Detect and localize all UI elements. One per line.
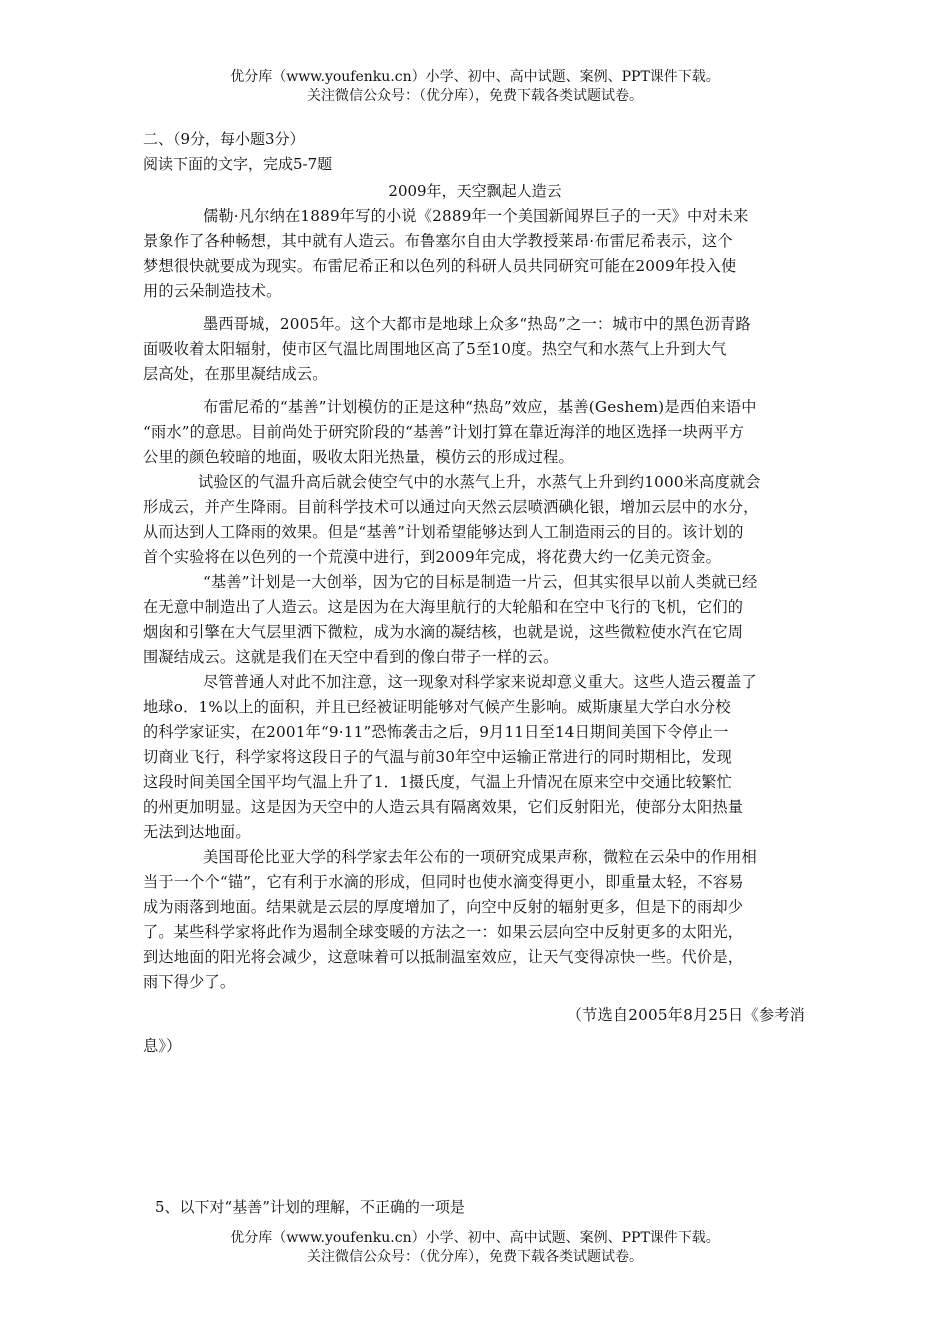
article-line: 雨下得少了。	[143, 973, 236, 991]
article-line: 面吸收着太阳辐射，使市区气温比周围地区高了5至10度。热空气和水蒸气上升到大气	[143, 340, 727, 358]
article-line: “基善”计划是一大创举，因为它的目标是制造一片云，但其实很早以前人类就已经	[203, 573, 758, 591]
article-line: 公里的颜色较暗的地面，吸收太阳光热量，模仿云的形成过程。	[143, 448, 574, 466]
page-header	[0, 68, 950, 106]
article-line: 试验区的气温升高后就会使空气中的水蒸气上升，水蒸气上升到约1000米高度就会	[198, 473, 761, 491]
article-line: 尽管普通人对此不加注意，这一现象对科学家来说却意义重大。这些人造云覆盖了	[203, 673, 757, 691]
article-line: 当于一个个“锚”，它有利于水滴的形成，但同时也使水滴变得更小，即重量太轻，不容易	[143, 873, 744, 891]
article-line: 布雷尼希的“基善”计划模仿的正是这种“热岛”效应，基善(Geshem)是西伯来语中	[203, 398, 757, 416]
article-line: 的州更加明显。这是因为天空中的人造云具有隔离效果，它们反射阳光，使部分太阳热量	[143, 798, 744, 816]
article-line: 在无意中制造出了人造云。这是因为在大海里航行的大轮船和在空中飞行的飞机，它们的	[143, 598, 744, 616]
article-source: （节选自2005年8月25日《参考消	[566, 1006, 805, 1024]
article-line: 景象作了各种畅想，其中就有人造云。布鲁塞尔自由大学教授莱昂·布雷尼希表示，这个	[143, 232, 733, 250]
article-line: 首个实验将在以色列的一个荒漠中进行，到2009年完成，将花费大约一亿美元资金。	[143, 548, 722, 566]
article-line: 层高处，在那里凝结成云。	[143, 365, 328, 383]
article-line: “雨水”的意思。目前尚处于研究阶段的“基善”计划打算在靠近海洋的地区选择一块两平方	[143, 423, 745, 441]
article-line: 墨西哥城，2005年。这个大都市是地球上众多“热岛”之一：城市中的黑色沥青路	[203, 315, 751, 333]
article-body	[143, 204, 813, 1059]
article-line: 梦想很快就要成为现实。布雷尼希正和以色列的科研人员共同研究可能在2009年投入使	[143, 257, 737, 275]
article-title: 2009年，天空飘起人造云	[388, 182, 562, 200]
header-line-1: 优分库（www.youfenku.cn）小学、初中、高中试题、案例、PPT课件下载。	[230, 69, 720, 85]
article-line: 无法到达地面。	[143, 823, 251, 841]
article-line: 用的云朵制造技术。	[143, 282, 282, 300]
article-line: 美国哥伦比亚大学的科学家去年公布的一项研究成果声称，微粒在云朵中的作用相	[203, 848, 757, 866]
section-heading: 二、（9分，每小题3分）	[143, 130, 305, 148]
article-line: 儒勒·凡尔纳在1889年写的小说《2889年一个美国新闻界巨子的一天》中对未来	[203, 207, 749, 225]
article-line: 这段时间美国全国平均气温上升了1．1摄氏度，气温上升情况在原来空中交通比较繁忙	[143, 773, 733, 791]
article-line: 围凝结成云。这就是我们在天空中看到的像白带子一样的云。	[143, 648, 559, 666]
footer-line-2: 关注微信公众号：（优分库），免费下载各类试题试卷。	[307, 1249, 643, 1265]
article-line: 地球o．1%以上的面积，并且已经被证明能够对气候产生影响。威斯康星大学白水分校	[143, 698, 731, 716]
article-line: 的科学家证实，在2001年“9·11”恐怖袭击之后，9月11日至14日期间美国下令停止一	[143, 723, 729, 741]
page-footer	[0, 1229, 950, 1267]
article-line: 从而达到人工降雨的效果。但是“基善”计划希望能够达到人工制造雨云的目的。该计划的	[143, 523, 744, 541]
article-line: 了。某些科学家将此作为遏制全球变暖的方法之一：如果云层向空中反射更多的太阳光，	[143, 923, 744, 941]
article-line: 形成云，并产生降雨。目前科学技术可以通过向天然云层喷洒碘化银，增加云层中的水分，	[143, 498, 759, 516]
article-source-cont: 息》）	[143, 1037, 182, 1055]
article-line: 成为雨落到地面。结果就是云层的厚度增加了，向空中反射的辐射更多，但是下的雨却少	[143, 898, 744, 916]
article-line: 到达地面的阳光将会减少，这意味着可以抵制温室效应，让天气变得凉快一些。代价是，	[143, 948, 744, 966]
question-5: 5、以下对“基善”计划的理解，不正确的一项是	[155, 1198, 465, 1216]
header-line-2: 关注微信公众号：（优分库），免费下载各类试题试卷。	[307, 88, 643, 104]
article-line: 切商业飞行，科学家将这段日子的气温与前30年空中运输正常进行的同时期相比，发现	[143, 748, 733, 766]
article-line: 烟囱和引擎在大气层里洒下微粒，成为水滴的凝结核，也就是说，这些微粒使水汽在它周	[143, 623, 744, 641]
section-instruction: 阅读下面的文字，完成5-7题	[143, 155, 333, 173]
footer-line-1: 优分库（www.youfenku.cn）小学、初中、高中试题、案例、PPT课件下载。	[230, 1230, 720, 1246]
